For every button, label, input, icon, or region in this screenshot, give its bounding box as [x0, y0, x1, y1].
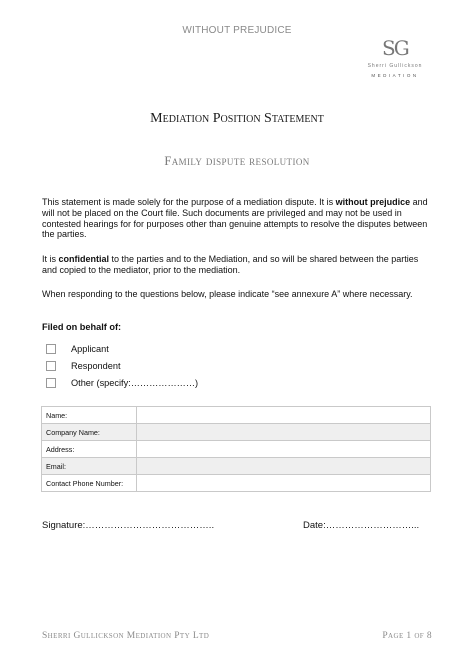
intro-bold-without-prejudice: without prejudice	[335, 197, 411, 207]
footer-page-number: Page 1 of 8	[382, 631, 432, 641]
filed-on-behalf-heading: Filed on behalf of:	[42, 322, 122, 332]
table-row	[42, 424, 431, 441]
table-row	[42, 475, 431, 492]
name-label: Name:	[42, 407, 137, 424]
phone-field[interactable]	[137, 475, 431, 492]
name-field[interactable]	[137, 407, 431, 424]
other-checkbox[interactable]	[46, 378, 56, 388]
date-line[interactable]: Date:………………………...	[303, 520, 420, 531]
confidential-text-a: It is	[42, 254, 59, 264]
confidential-bold: confidential	[58, 254, 110, 264]
intro-paragraph	[42, 197, 434, 240]
email-label: Email:	[42, 458, 137, 475]
address-label: Address:	[42, 441, 137, 458]
applicant-label: Applicant	[71, 344, 109, 354]
intro-text-c: and will not be placed on the Court file. Such documents are privileged and may not be used in contested hearings for for purposes other than genuine attempts to resolve the disputes between the parties.	[42, 197, 428, 240]
without-prejudice-header: WITHOUT PREJUDICE	[182, 25, 292, 36]
other-label: Other (specify:…………………)	[71, 378, 199, 388]
respondent-checkbox[interactable]	[46, 361, 56, 371]
email-field[interactable]	[137, 458, 431, 475]
table-row	[42, 407, 431, 424]
logo-subtitle: MEDIATION	[371, 73, 419, 78]
address-field[interactable]	[137, 441, 431, 458]
company-name-label: Company Name:	[42, 424, 137, 441]
party-details-table	[41, 406, 431, 492]
document-title: Mediation Position Statement	[150, 111, 324, 126]
intro-text-a: This statement is made solely for the purpose of a mediation dispute. It is	[42, 197, 336, 207]
signature-line[interactable]: Signature:…………………………………..	[42, 520, 215, 531]
confidential-text-c: to the parties and to the Mediation, and so will be shared between the parties and copied to the mediator, prior to the mediation.	[42, 254, 419, 275]
option-other[interactable]	[46, 377, 198, 389]
phone-label: Contact Phone Number:	[42, 475, 137, 492]
document-subtitle: Family dispute resolution	[164, 154, 310, 168]
annexure-paragraph: When responding to the questions below, please indicate “see annexure A” where necessary.	[42, 289, 413, 299]
logo-name: Sherri Gullickson	[367, 63, 423, 69]
respondent-label: Respondent	[71, 361, 121, 371]
logo-monogram: SG	[382, 36, 408, 60]
confidential-paragraph	[42, 254, 434, 276]
option-respondent[interactable]	[46, 360, 121, 372]
option-applicant[interactable]	[46, 343, 109, 355]
footer-company-name: Sherri Gullickson Mediation Pty Ltd	[42, 631, 210, 641]
company-logo	[365, 36, 425, 86]
table-row	[42, 441, 431, 458]
applicant-checkbox[interactable]	[46, 344, 56, 354]
table-row	[42, 458, 431, 475]
company-name-field[interactable]	[137, 424, 431, 441]
